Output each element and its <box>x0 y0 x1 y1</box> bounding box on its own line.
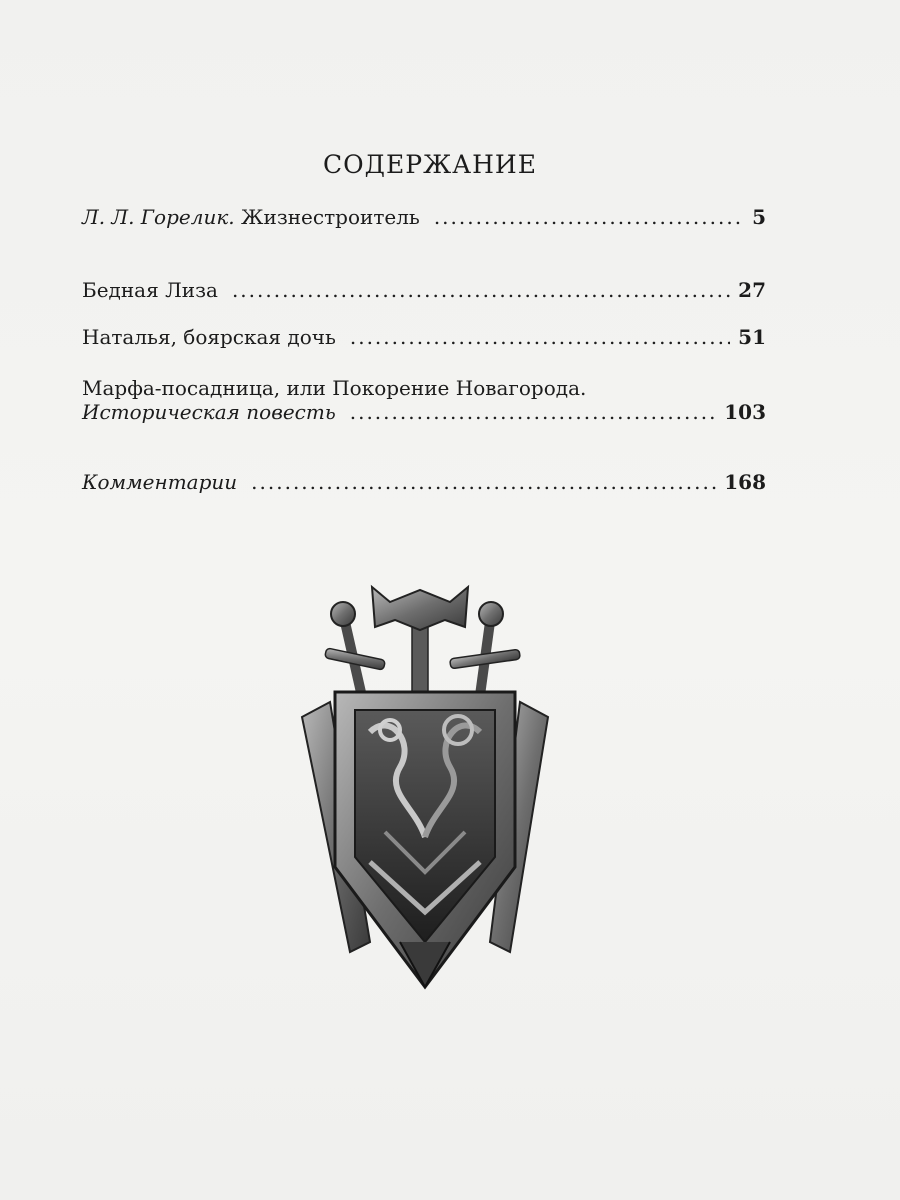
toc-entry-title-line2: Историческая повесть <box>82 400 336 424</box>
toc-entry-author: Л. Л. Горелик. <box>82 205 235 229</box>
toc-entry-title: Л. Л. Горелик. Жизнестроитель <box>82 205 420 229</box>
toc-entry-page: 5 <box>752 205 766 229</box>
toc-entry-bednaya-liza[interactable] <box>82 278 766 302</box>
toc-entry-page: 51 <box>738 325 766 349</box>
leader-dots <box>251 470 716 494</box>
toc-entry-page: 168 <box>724 470 766 494</box>
toc-entry-natalya[interactable] <box>82 325 766 349</box>
toc-entry-title: Наталья, боярская дочь <box>82 325 336 349</box>
toc-entry-marfa[interactable] <box>82 400 766 424</box>
leader-dots <box>434 205 744 229</box>
toc-heading: СОДЕРЖАНИЕ <box>323 150 537 179</box>
toc-entry-title: Бедная Лиза <box>82 278 218 302</box>
toc-entry-page: 103 <box>724 400 766 424</box>
leader-dots <box>350 325 730 349</box>
toc-entry-intro[interactable] <box>82 205 766 229</box>
toc-entry-commentary[interactable] <box>82 470 766 494</box>
toc-entry-title: Комментарии <box>82 470 238 494</box>
toc-entry-title-line1[interactable]: Марфа-посадница, или Покорение Новагорода. <box>82 376 587 400</box>
leader-dots <box>232 278 730 302</box>
leader-dots <box>350 400 717 424</box>
shield-with-swords-and-axe-icon <box>290 582 560 992</box>
toc-entry-page: 27 <box>738 278 766 302</box>
